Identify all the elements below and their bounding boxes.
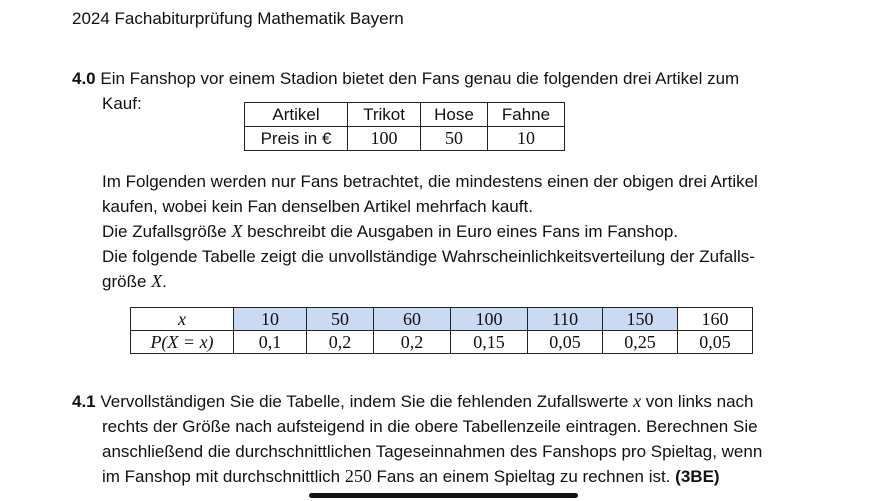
x-value-cell: 160 bbox=[678, 308, 753, 331]
body-line-5 bbox=[102, 269, 758, 294]
body-line-5-text: größe bbox=[102, 272, 152, 291]
x-value-cell: 110 bbox=[528, 308, 603, 331]
variable-x: x bbox=[633, 391, 642, 411]
body-line-1: Im Folgenden werden nur Fans betrachtet, die mindestens einen der obigen drei Artikel bbox=[102, 172, 758, 191]
task-4-1-line-4-text: im Fanshop mit durchschnittlich bbox=[102, 467, 345, 486]
p-value-cell: 0,15 bbox=[451, 331, 528, 354]
task-number-4-1: 4.1 bbox=[72, 392, 96, 411]
body-line-2: kaufen, wobei kein Fan denselben Artikel mehrfach kauft. bbox=[102, 197, 533, 216]
task-4-1-line-1-end: von links nach bbox=[641, 392, 754, 411]
intro-line-1: Ein Fanshop vor einem Stadion bietet den Fans genau die folgenden drei Artikel zum bbox=[100, 69, 740, 88]
price-table-cell: 100 bbox=[348, 127, 421, 151]
p-value-cell: 0,25 bbox=[603, 331, 678, 354]
price-table-header-cell: Artikel bbox=[245, 103, 348, 127]
task-4-1-line-2: rechts der Größe nach aufsteigend in die obere Tabellenzeile eintragen. Berechnen Sie bbox=[102, 417, 758, 436]
price-table-row-label: Preis in € bbox=[245, 127, 348, 151]
points-badge: (3BE) bbox=[675, 467, 720, 486]
x-value-cell: 50 bbox=[307, 308, 374, 331]
price-table-header-cell: Trikot bbox=[348, 103, 421, 127]
distribution-table bbox=[130, 307, 753, 354]
price-table bbox=[244, 102, 565, 151]
fans-count: 250 bbox=[344, 466, 372, 486]
p-row-label: P(X = x) bbox=[131, 331, 234, 354]
p-value-cell: 0,05 bbox=[678, 331, 753, 354]
price-table-header-cell: Hose bbox=[421, 103, 488, 127]
x-row-label: x bbox=[131, 308, 234, 331]
home-indicator-bar[interactable] bbox=[309, 493, 578, 498]
task-number-4-0: 4.0 bbox=[72, 69, 96, 88]
body-line-4: Die folgende Tabelle zeigt die unvollständige Wahrscheinlichkeitsverteilung der Zufalls- bbox=[102, 247, 755, 266]
price-table-value-row bbox=[245, 127, 565, 151]
body-line-3-text: Die Zufallsgröße bbox=[102, 222, 232, 241]
task-4-1 bbox=[72, 389, 762, 489]
price-table-cell: 10 bbox=[488, 127, 565, 151]
x-value-cell: 150 bbox=[603, 308, 678, 331]
p-value-cell: 0,05 bbox=[528, 331, 603, 354]
task-4-1-line-3: anschließend die durchschnittlichen Tageseinnahmen des Fanshops pro Spieltag, wenn bbox=[102, 442, 763, 461]
price-table-cell: 50 bbox=[421, 127, 488, 151]
distribution-p-row bbox=[131, 331, 753, 354]
price-table-header-row bbox=[245, 103, 565, 127]
price-table-header-cell: Fahne bbox=[488, 103, 565, 127]
p-value-cell: 0,2 bbox=[374, 331, 451, 354]
body-line-3-text: beschreibt die Ausgaben in Euro eines Fans im Fanshop. bbox=[242, 222, 679, 241]
task-4-1-line-4 bbox=[72, 464, 762, 489]
variable-X: X bbox=[231, 221, 243, 241]
document-header: 2024 Fachabiturprüfung Mathematik Bayern bbox=[72, 9, 404, 28]
p-value-cell: 0,1 bbox=[234, 331, 307, 354]
body-line-3 bbox=[102, 219, 758, 244]
variable-X: X bbox=[151, 271, 163, 291]
task-4-1-line-1: Vervollständigen Sie die Tabelle, indem Sie die fehlenden Zufallswerte bbox=[100, 392, 634, 411]
task-4-1-line-4-text: Fans an einem Spieltag zu rechnen ist. bbox=[371, 467, 676, 486]
p-value-cell: 0,2 bbox=[307, 331, 374, 354]
x-value-cell: 10 bbox=[234, 308, 307, 331]
body-line-5-text: . bbox=[162, 272, 167, 291]
x-value-cell: 100 bbox=[451, 308, 528, 331]
distribution-x-row bbox=[131, 308, 753, 331]
x-value-cell: 60 bbox=[374, 308, 451, 331]
task-4-0-body bbox=[102, 169, 758, 294]
intro-line-2: Kauf: bbox=[102, 94, 142, 113]
